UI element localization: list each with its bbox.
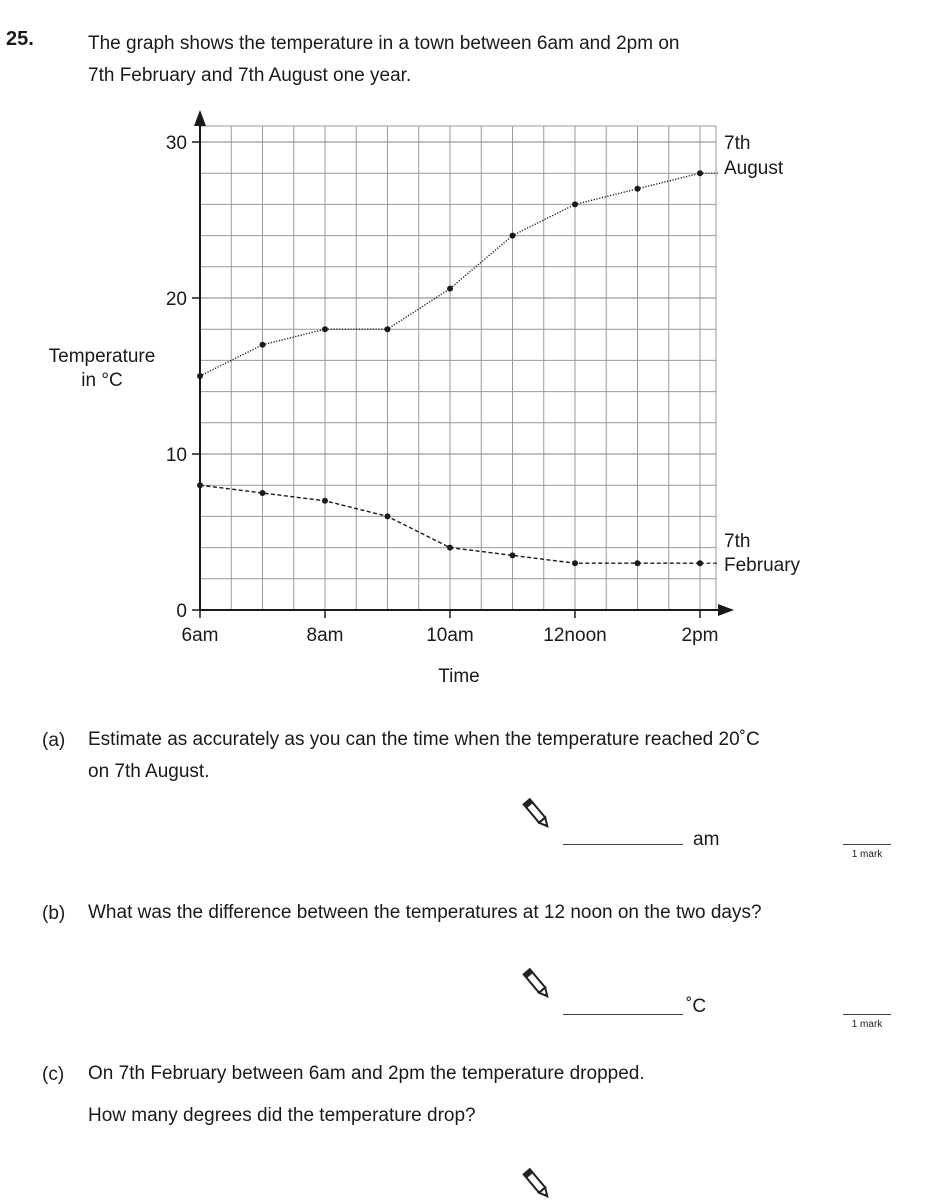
part-c-label: (c) — [42, 1064, 65, 1085]
pencil-icon — [522, 796, 552, 832]
data-point — [697, 560, 703, 566]
intro-line-2: 7th February and 7th August one year. — [88, 65, 412, 86]
data-point — [572, 201, 578, 207]
data-point — [197, 482, 203, 488]
series-label-august-line-2: August — [724, 158, 784, 179]
data-point — [447, 545, 453, 551]
y-tick-label: 30 — [165, 133, 187, 154]
y-tick-label: 0 — [176, 601, 187, 622]
chart-axes — [194, 110, 734, 616]
part-a-question — [88, 724, 760, 788]
part-c-question — [88, 1058, 645, 1132]
part-a-line-1: Estimate as accurately as you can the time when the temperature reached 20˚C — [88, 729, 760, 750]
data-point — [260, 342, 266, 348]
part-b-answer-line[interactable] — [563, 1014, 683, 1015]
part-a-mark-line — [843, 844, 891, 845]
data-point — [697, 170, 703, 176]
part-b-mark: 1 mark — [851, 1019, 883, 1030]
part-b-mark-line — [843, 1014, 891, 1015]
x-tick-label: 12noon — [543, 625, 607, 646]
data-point — [635, 560, 641, 566]
data-point — [322, 326, 328, 332]
x-axis-arrow — [718, 604, 734, 616]
data-point — [510, 552, 516, 558]
y-axis-label-line-2: in °C — [81, 370, 123, 391]
data-point — [197, 373, 203, 379]
x-tick-label: 10am — [426, 625, 474, 646]
part-a-answer-line[interactable] — [563, 844, 683, 845]
part-c-line-1: On 7th February between 6am and 2pm the temperature dropped. — [88, 1063, 645, 1084]
x-tick-label: 6am — [181, 625, 219, 646]
y-tick-label: 20 — [165, 289, 187, 310]
data-point — [322, 498, 328, 504]
data-point — [385, 513, 391, 519]
chart-grid — [200, 126, 716, 610]
y-axis-label-line-1: Temperature — [48, 346, 156, 367]
pencil-icon — [522, 966, 552, 1002]
part-a-line-2: on 7th August. — [88, 761, 210, 782]
intro-line-1: The graph shows the temperature in a town between 6am and 2pm on — [88, 33, 680, 54]
y-axis-arrow — [194, 110, 206, 126]
x-tick-label: 8am — [306, 625, 344, 646]
data-point — [447, 286, 453, 292]
part-b-question: What was the difference between the temperatures at 12 noon on the two days? — [88, 902, 762, 923]
chart-ticks — [166, 133, 719, 646]
series-label-august-line-1: 7th — [724, 133, 751, 154]
x-axis-label: Time — [438, 666, 480, 687]
data-point — [572, 560, 578, 566]
data-point — [635, 186, 641, 192]
series-label-february-line-1: 7th — [724, 531, 751, 552]
x-tick-label: 2pm — [681, 625, 719, 646]
data-point — [385, 326, 391, 332]
part-a-mark: 1 mark — [851, 849, 883, 860]
chart-series — [197, 170, 718, 566]
part-c-line-2: How many degrees did the temperature drop? — [88, 1105, 476, 1126]
series-label-february-line-2: February — [724, 555, 801, 576]
part-b-unit: ˚C — [686, 996, 707, 1017]
data-point — [260, 490, 266, 496]
part-a-label: (a) — [42, 730, 66, 751]
question-number: 25. — [6, 28, 34, 50]
data-point — [510, 233, 516, 239]
part-a-unit: am — [693, 829, 720, 850]
pencil-icon — [522, 1166, 552, 1202]
part-b-label: (b) — [42, 903, 66, 924]
y-tick-label: 10 — [165, 445, 187, 466]
